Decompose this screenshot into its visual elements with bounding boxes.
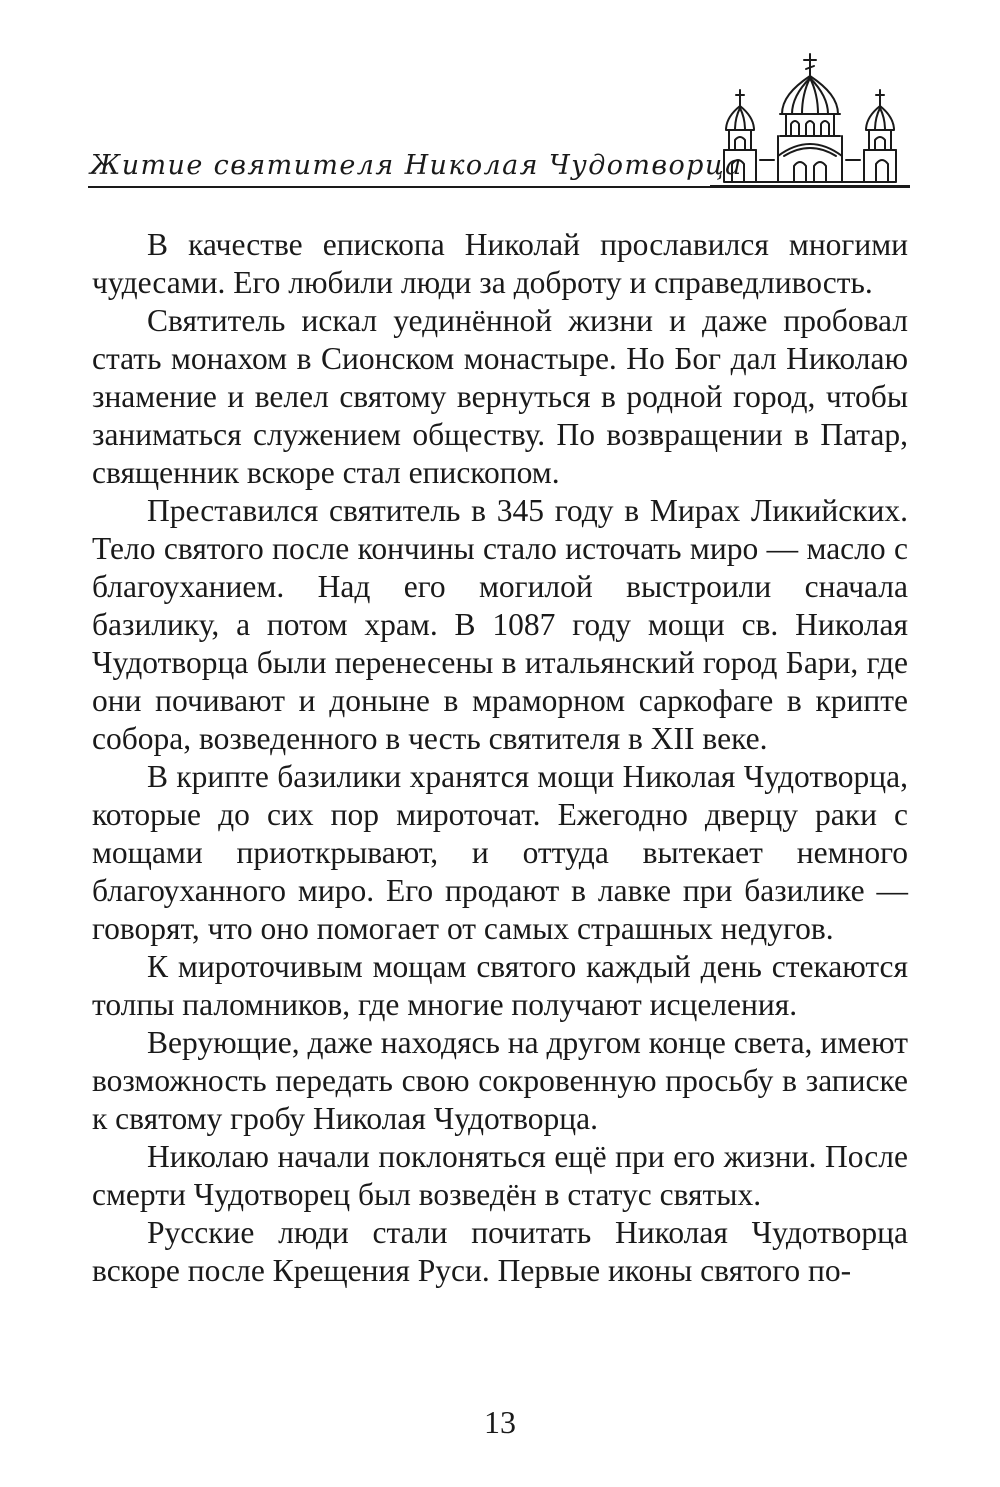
header-divider [88, 186, 910, 188]
paragraph: К мироточивым мощам святого каждый день стекаются толпы паломников, где многие получают исцеления. [92, 949, 908, 1022]
paragraph: Святитель искал уединённой жизни и даже пробовал стать монахом в Сионском монастыре. Но Бог дал Николаю знамение и велел святому вернуться в родной город, чтобы заниматься служением обществу. По возвращении в Патар, священник вскоре стал епископом. [92, 303, 908, 490]
paragraph: Русские люди стали почитать Николая Чудотворца вскоре после Крещения Руси. Первые иконы святого по- [92, 1215, 908, 1288]
body-text [92, 226, 908, 1290]
cathedral-icon [710, 52, 910, 188]
page-number: 13 [484, 1404, 516, 1440]
paragraph: В качестве епископа Николай прославился многими чудесами. Его любили люди за доброту и справедливость. [92, 227, 908, 300]
paragraph: В крипте базилики хранятся мощи Николая Чудотворца, которые до сих пор мироточат. Ежегодно дверцу раки с мощами приоткрывают, и оттуда вытекает немного благоуханного миро. Его продают в лавке при базилике — говорят, что оно помогает от самых страшных недугов. [92, 759, 908, 946]
paragraph: Преставился святитель в 345 году в Мирах Ликийских. Тело святого после кончины стало источать миро — масло с благоуханием. Над его могилой выстроили сначала базилику, а потом храм. В 1087 году мощи св. Николая Чудотворца были перенесены в итальянский город Бари, где они почивают и доныне в мраморном саркофаге в крипте собора, возведенного в честь святителя в XII веке. [92, 493, 908, 756]
paragraph: Верующие, даже находясь на другом конце света, имеют возможность передать свою сокровенную просьбу в записке к святому гробу Николая Чудотворца. [92, 1025, 908, 1136]
running-title: Житие святителя Николая Чудотворца [90, 150, 743, 181]
paragraph: Николаю начали поклоняться ещё при его жизни. После смерти Чудотворец был возведён в статус святых. [92, 1139, 908, 1212]
